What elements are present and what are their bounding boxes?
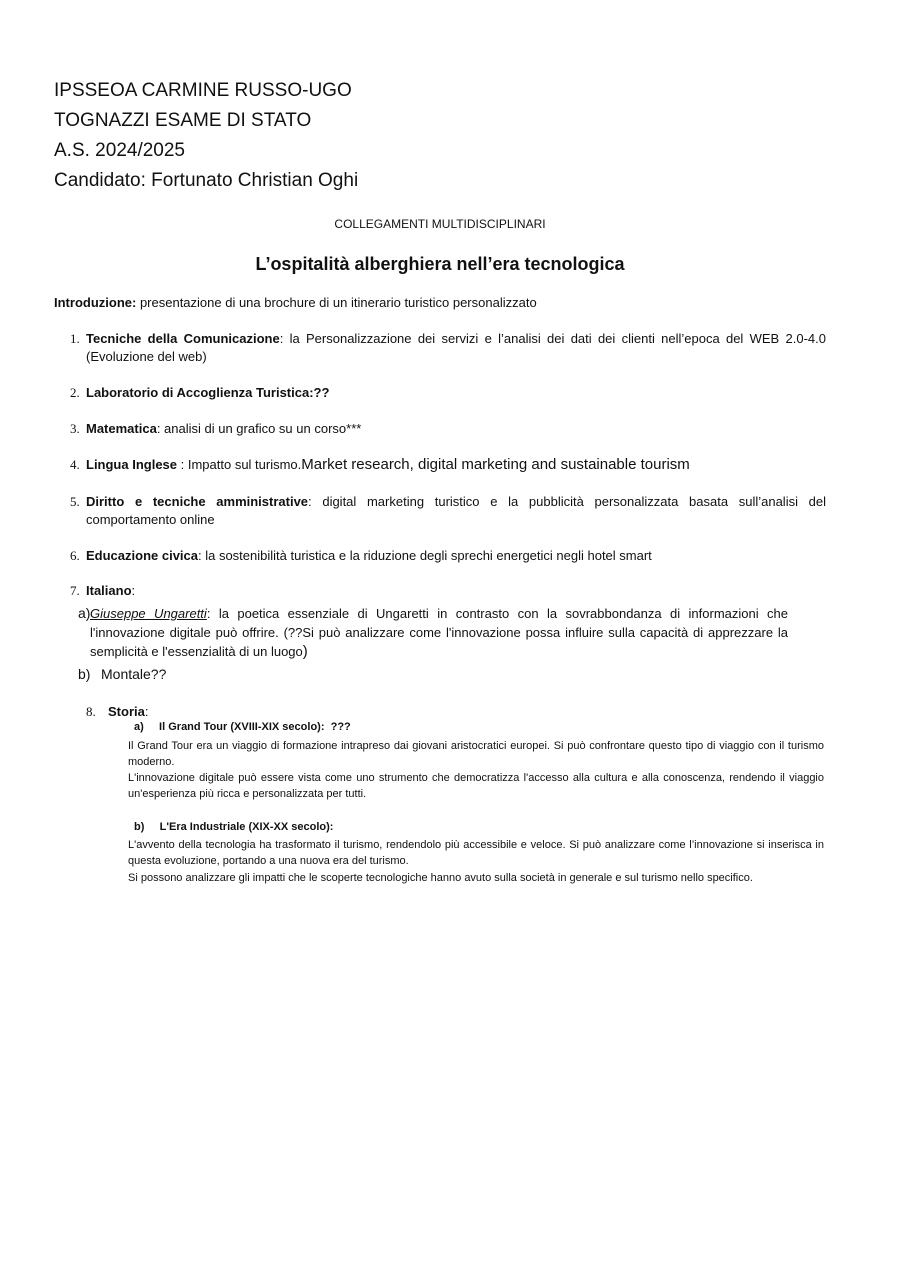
- item-subject: Laboratorio di Accoglienza Turistica:??: [86, 385, 330, 400]
- list-item: [70, 384, 826, 402]
- section-label: COLLEGAMENTI MULTIDISCIPLINARI: [334, 217, 546, 231]
- sub-text: : la poetica essenziale di Ungaretti in contrasto con la sovrabbondanza di informazioni che l'innovazione digitale può offrire. (??Si può analizzare come l'innovazione possa influire sulla capacità di apprezzare la semplicità e l'essenzialità di un luogo: [90, 606, 789, 659]
- item-subject: Lingua Inglese: [86, 457, 178, 472]
- list-item: [86, 703, 842, 721]
- storia-text-b2: Si possono analizzare gli impatti che le scoperte tecnologiche hanno avuto sulla società in generale e sul turismo nello specifico.: [128, 872, 753, 884]
- item-number: 1.: [70, 331, 80, 346]
- list-item: [70, 582, 826, 600]
- storia-heading-b: b) L'Era Industriale (XIX-XX secolo):: [134, 821, 334, 833]
- italiano-sub-b: [78, 665, 788, 684]
- sub-text: Montale??: [101, 666, 167, 682]
- item-number: 4.: [70, 457, 80, 472]
- storia-heading-a: a) Il Grand Tour (XVIII-XIX secolo): ???: [134, 721, 351, 733]
- item-subject: Educazione civica: [86, 548, 198, 563]
- intro-text: presentazione di una brochure di un itinerario turistico personalizzato: [136, 295, 537, 310]
- item-subject: Matematica: [86, 421, 157, 436]
- intro-label: Introduzione:: [54, 295, 137, 310]
- item-text: : Impatto sul turismo.: [177, 457, 302, 472]
- item-subject: Italiano: [86, 583, 132, 598]
- list-item: [70, 420, 826, 438]
- item-text: : digital marketing turistico e la pubblicità personalizzata basata sull’analisi del comportamento online: [86, 494, 827, 527]
- item-number: 5.: [70, 494, 80, 509]
- header-school: IPSSEOA CARMINE RUSSO-UGO: [54, 80, 352, 101]
- author-name: Giuseppe Ungaretti: [90, 606, 207, 621]
- header-candidate: Candidato: Fortunato Christian Oghi: [54, 170, 359, 191]
- list-item: [70, 547, 826, 565]
- header-exam: TOGNAZZI ESAME DI STATO: [54, 110, 312, 131]
- storia-text-b1: L'avvento della tecnologia ha trasformato il turismo, rendendolo più accessibile e veloce. Si può analizzare come l’innovazione si inserisca in questa evoluzione, portando a una nuova era del turismo.: [128, 839, 824, 867]
- item-text: : analisi di un grafico su un corso***: [156, 421, 362, 436]
- item-number: 7.: [70, 583, 80, 598]
- storia-text-a2: L'innovazione digitale può essere vista come uno strumento che democratizza l'accesso alla cultura e alla conoscenza, rendendo il viaggio un'esperienza più ricca e personalizzata per tutti.: [128, 772, 824, 800]
- list-item: [70, 330, 826, 366]
- storia-text-a1: Il Grand Tour era un viaggio di formazione intrapreso dai giovani aristocratici europei. Si può confrontare questo tipo di viaggio con il turismo moderno.: [128, 740, 824, 768]
- item-number: 6.: [70, 548, 80, 563]
- item-text-big: Market research, digital marketing and sustainable tourism: [301, 456, 690, 473]
- sub-label: b): [78, 666, 91, 682]
- list-item: [70, 456, 826, 474]
- italiano-sub-a: [78, 604, 788, 661]
- sub-label: a): [78, 605, 91, 621]
- item-text: : la Personalizzazione dei servizi e l’analisi dei dati dei clienti nell’epoca del WEB 2.0-4.0 (Evoluzione del web): [86, 331, 826, 364]
- item-number: 3.: [70, 421, 80, 436]
- item-number: 2.: [70, 385, 80, 400]
- item-text: : la sostenibilità turistica e la riduzione degli sprechi energetici negli hotel smart: [198, 548, 652, 563]
- header-year: A.S. 2024/2025: [54, 140, 185, 161]
- list-item: [70, 493, 826, 529]
- item-text: :: [131, 583, 136, 598]
- sub-text-close: ): [302, 643, 308, 660]
- item-text: :: [144, 704, 149, 719]
- item-subject: Tecniche della Comunicazione: [86, 331, 280, 346]
- item-number: 8.: [86, 704, 96, 719]
- document-title: L’ospitalità alberghiera nell’era tecnologica: [255, 254, 625, 274]
- item-subject: Diritto e tecniche amministrative: [86, 494, 309, 509]
- introduction: [54, 295, 537, 310]
- item-subject: Storia: [108, 704, 145, 719]
